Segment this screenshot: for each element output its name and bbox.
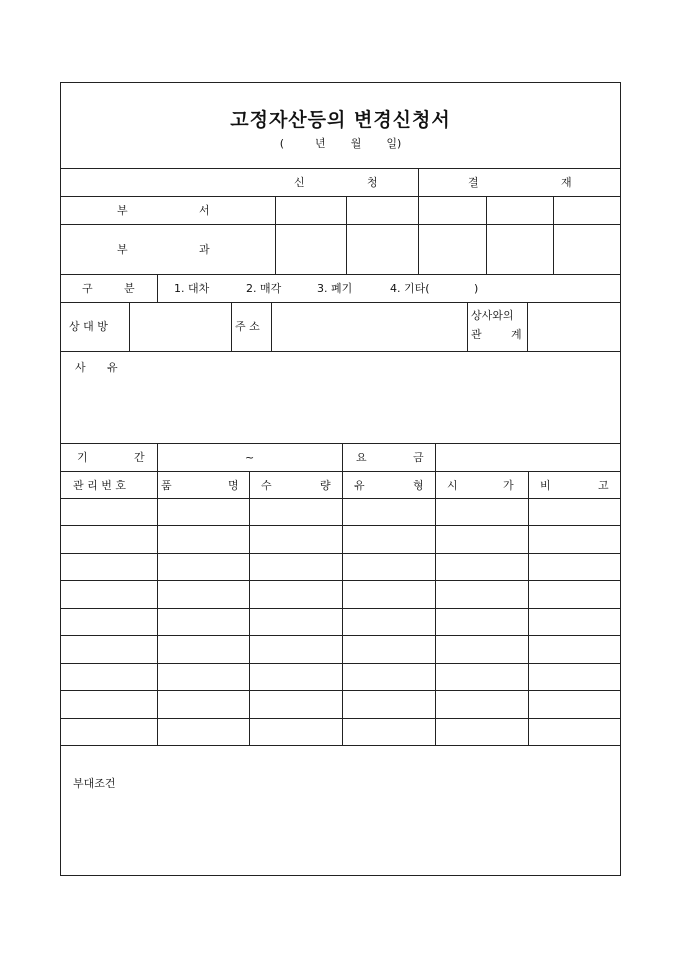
form-title: 고정자산등의 변경신청서	[230, 109, 451, 131]
gubun-label-1: 구	[82, 282, 93, 295]
rule-line	[61, 745, 620, 746]
rule-line	[61, 608, 620, 609]
rule-line	[435, 443, 436, 471]
busuh-label-1: 부	[117, 204, 128, 217]
rule-line	[528, 471, 529, 745]
period-tilde: ~	[245, 451, 255, 464]
busuh-label-2: 서	[199, 204, 210, 217]
rule-line	[61, 168, 620, 169]
col-header-item-2: 명	[228, 479, 239, 492]
apply-label-2: 청	[367, 176, 378, 189]
rule-line	[157, 471, 158, 745]
counterparty-label: 상 대 방	[69, 320, 108, 333]
rule-line	[342, 471, 343, 745]
apply-label-1: 신	[294, 176, 305, 189]
rule-line	[61, 196, 620, 197]
date-year: 년	[315, 137, 326, 150]
rule-line	[435, 471, 436, 745]
date-line	[61, 135, 620, 151]
rule-line	[342, 443, 343, 471]
col-header-note-1: 비	[540, 479, 551, 492]
option-disposal: 3. 폐기	[317, 282, 353, 295]
relation-label-2b: 계	[511, 328, 522, 341]
col-header-note-2: 고	[598, 479, 609, 492]
bugwa-label-1: 부	[117, 243, 128, 256]
date-open: (	[279, 137, 285, 150]
option-other: 4. 기타(	[390, 282, 430, 295]
rule-line	[61, 351, 620, 352]
rule-line	[61, 443, 620, 444]
rule-line	[346, 196, 347, 274]
rule-line	[61, 553, 620, 554]
col-header-price-2: 가	[503, 479, 514, 492]
rule-line	[129, 302, 130, 351]
rule-line	[527, 302, 528, 351]
option-other-close: )	[474, 282, 479, 295]
application-form	[60, 82, 621, 876]
gubun-label-2: 분	[124, 282, 135, 295]
option-sale: 2. 매각	[246, 282, 282, 295]
approve-label-1: 결	[468, 176, 479, 189]
col-header-type-2: 형	[413, 479, 424, 492]
approve-label-2: 재	[561, 176, 572, 189]
rule-line	[61, 663, 620, 664]
period-label-2: 간	[134, 451, 145, 464]
rule-line	[275, 196, 276, 274]
rule-line	[61, 635, 620, 636]
conditions-label: 부대조건	[73, 777, 116, 790]
period-label-1: 기	[77, 451, 88, 464]
rule-line	[157, 443, 158, 471]
rule-line	[271, 302, 272, 351]
date-day: 일)	[386, 137, 402, 150]
col-header-type-1: 유	[354, 479, 365, 492]
option-lease: 1. 대차	[174, 282, 210, 295]
col-header-id: 관 리 번 호	[73, 479, 126, 492]
rule-line	[61, 580, 620, 581]
rule-line	[61, 498, 620, 499]
reason-label-2: 유	[107, 361, 118, 374]
fee-label-1: 요	[356, 451, 367, 464]
reason-label-1: 사	[75, 361, 86, 374]
address-label: 주 소	[235, 320, 260, 333]
rule-line	[418, 168, 419, 274]
date-month: 월	[350, 137, 362, 150]
rule-line	[61, 718, 620, 719]
bugwa-label-2: 과	[199, 243, 210, 256]
col-header-qty-1: 수	[261, 479, 272, 492]
rule-line	[231, 302, 232, 351]
rule-line	[275, 224, 620, 225]
rule-line	[61, 525, 620, 526]
rule-line	[486, 196, 487, 274]
rule-line	[467, 302, 468, 351]
col-header-item-1: 품	[161, 479, 172, 492]
rule-line	[61, 471, 620, 472]
rule-line	[553, 196, 554, 274]
fee-label-2: 금	[413, 451, 424, 464]
rule-line	[61, 302, 620, 303]
rule-line	[61, 274, 620, 275]
rule-line	[61, 690, 620, 691]
rule-line	[249, 471, 250, 745]
relation-label-1: 상사와의	[471, 309, 514, 322]
col-header-qty-2: 량	[320, 479, 331, 492]
rule-line	[157, 274, 158, 302]
col-header-price-1: 시	[447, 479, 458, 492]
relation-label-2a: 관	[471, 328, 482, 341]
